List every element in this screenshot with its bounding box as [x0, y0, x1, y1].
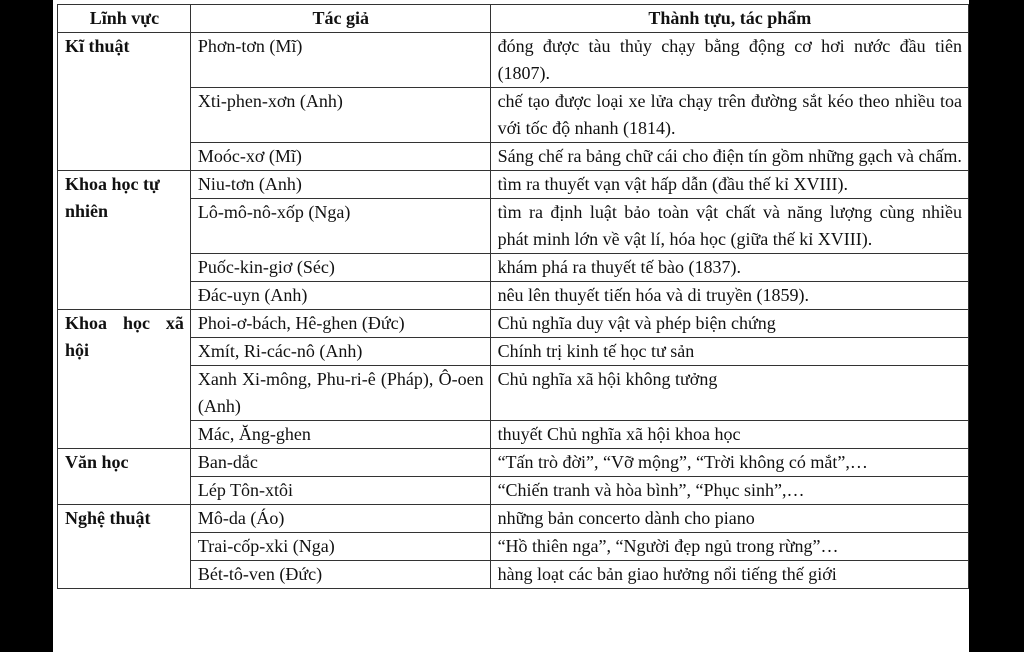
header-work: Thành tựu, tác phẩm — [490, 5, 968, 33]
work-cell: thuyết Chủ nghĩa xã hội khoa học — [490, 421, 968, 449]
work-cell: hàng loạt các bản giao hưởng nổi tiếng thế giới — [490, 561, 968, 589]
work-cell: những bản concerto dành cho piano — [490, 505, 968, 533]
document-page — [53, 0, 969, 652]
table-row — [58, 366, 969, 421]
author-cell: Xanh Xi-mông, Phu-ri-ê (Pháp), Ô-oen (Anh) — [190, 366, 490, 421]
table-row — [58, 505, 969, 533]
author-cell: Phoi-ơ-bách, Hê-ghen (Đức) — [190, 310, 490, 338]
table-row — [58, 533, 969, 561]
table-row — [58, 477, 969, 505]
work-cell: Chủ nghĩa xã hội không tưởng — [490, 366, 968, 421]
author-cell: Trai-cốp-xki (Nga) — [190, 533, 490, 561]
table-row — [58, 561, 969, 589]
author-cell: Puốc-kin-giơ (Séc) — [190, 254, 490, 282]
achievements-table — [57, 4, 969, 589]
author-cell: Bét-tô-ven (Đức) — [190, 561, 490, 589]
field-cell: Kĩ thuật — [58, 33, 191, 171]
author-cell: Mác, Ăng-ghen — [190, 421, 490, 449]
table-row — [58, 254, 969, 282]
field-cell: Khoa học tự nhiên — [58, 171, 191, 310]
author-cell: Ban-dắc — [190, 449, 490, 477]
work-cell: nêu lên thuyết tiến hóa và di truyền (1859). — [490, 282, 968, 310]
work-cell: “Hồ thiên nga”, “Người đẹp ngủ trong rừng”… — [490, 533, 968, 561]
field-cell: Khoa học xã hội — [58, 310, 191, 449]
table-row — [58, 338, 969, 366]
author-cell: Mô-da (Áo) — [190, 505, 490, 533]
work-cell: “Tấn trò đời”, “Vỡ mộng”, “Trời không có mắt”,… — [490, 449, 968, 477]
work-cell: đóng được tàu thủy chạy bằng động cơ hơi nước đầu tiên (1807). — [490, 33, 968, 88]
work-cell: khám phá ra thuyết tế bào (1837). — [490, 254, 968, 282]
field-cell: Văn học — [58, 449, 191, 505]
header-field: Lĩnh vực — [58, 5, 191, 33]
work-cell: Sáng chế ra bảng chữ cái cho điện tín gồm những gạch và chấm. — [490, 143, 968, 171]
work-cell: Chủ nghĩa duy vật và phép biện chứng — [490, 310, 968, 338]
header-row — [58, 5, 969, 33]
table-row — [58, 33, 969, 88]
author-cell: Niu-tơn (Anh) — [190, 171, 490, 199]
table-row — [58, 199, 969, 254]
work-cell: “Chiến tranh và hòa bình”, “Phục sinh”,… — [490, 477, 968, 505]
table-row — [58, 171, 969, 199]
field-cell: Nghệ thuật — [58, 505, 191, 589]
table-row — [58, 282, 969, 310]
author-cell: Phơn-tơn (Mĩ) — [190, 33, 490, 88]
work-cell: chế tạo được loại xe lửa chạy trên đường sắt kéo theo nhiều toa với tốc độ nhanh (1814). — [490, 88, 968, 143]
author-cell: Xti-phen-xơn (Anh) — [190, 88, 490, 143]
author-cell: Moóc-xơ (Mĩ) — [190, 143, 490, 171]
table-row — [58, 310, 969, 338]
table-row — [58, 449, 969, 477]
table-row — [58, 143, 969, 171]
table-row — [58, 421, 969, 449]
work-cell: Chính trị kinh tế học tư sản — [490, 338, 968, 366]
table-row — [58, 88, 969, 143]
header-author: Tác giả — [190, 5, 490, 33]
work-cell: tìm ra thuyết vạn vật hấp dẫn (đầu thế kỉ XVIII). — [490, 171, 968, 199]
author-cell: Lô-mô-nô-xốp (Nga) — [190, 199, 490, 254]
author-cell: Đác-uyn (Anh) — [190, 282, 490, 310]
author-cell: Xmít, Ri-các-nô (Anh) — [190, 338, 490, 366]
work-cell: tìm ra định luật bảo toàn vật chất và năng lượng cùng nhiều phát minh lớn về vật lí, hóa học (giữa thế kỉ XVIII). — [490, 199, 968, 254]
author-cell: Lép Tôn-xtôi — [190, 477, 490, 505]
